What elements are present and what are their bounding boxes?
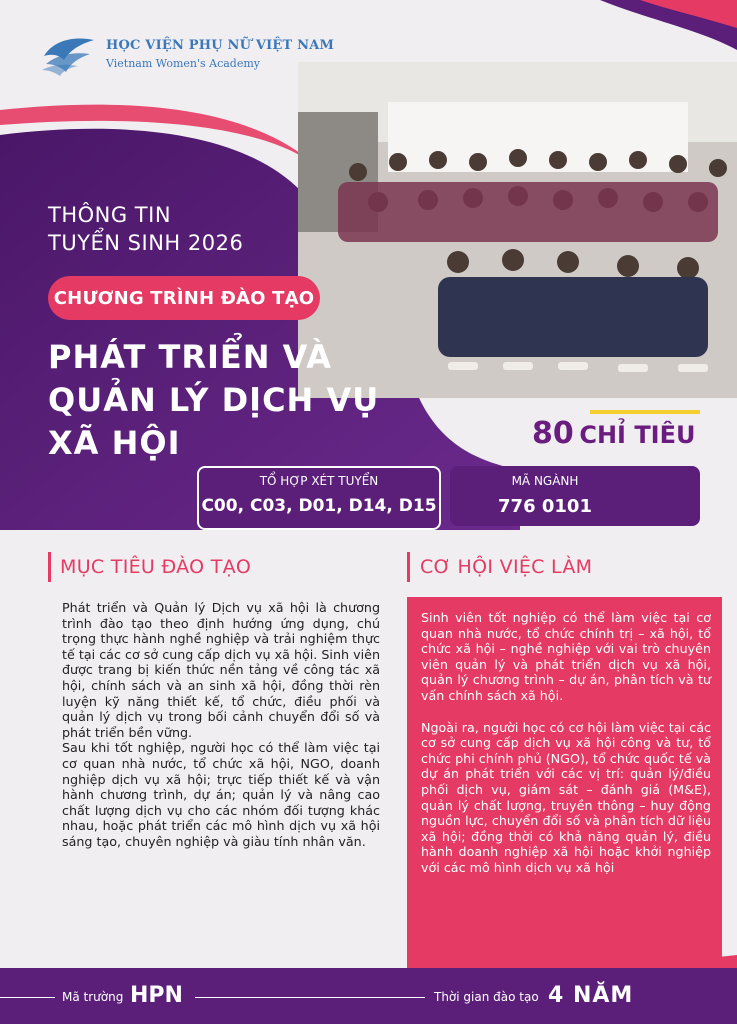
- academy-logo: [40, 34, 98, 76]
- major-code-value: 776 0101: [498, 496, 592, 517]
- objectives-body: [62, 600, 380, 850]
- careers-title: CƠ HỘI VIỆC LÀM: [420, 556, 593, 578]
- objectives-paragraph: Phát triển và Quản lý Dịch vụ xã hội là chương trình đào tạo theo định hướng ứng dụng, chú trọng thực hành nghề nghiệp và trải nghiệm thực tế tại các cơ sở cung cấp dịch vụ xã hội. Sinh viên được trang bị kiến thức nền tảng về công tác xã hội, chính sách và an sinh xã hội, đồng thời rèn luyện kỹ năng thiết kế, tổ chức, điều phối và quản lý dịch vụ trong bối cảnh chuyển đổi số và phát triển bền vững.: [62, 600, 380, 740]
- group-photo: [298, 62, 737, 398]
- program-name-line: QUẢN LÝ DỊCH VỤ: [48, 381, 380, 419]
- admission-combo-title: TỔ HỢP XÉT TUYỂN: [259, 474, 379, 488]
- quota-number: 80: [532, 416, 574, 451]
- major-code-title: MÃ NGÀNH: [511, 474, 579, 488]
- careers-body: [421, 610, 711, 892]
- school-code-label: Mã trường: [62, 990, 124, 1004]
- section-accent-bar: [407, 552, 410, 582]
- quota-badge: [532, 416, 696, 451]
- careers-paragraph: Ngoài ra, người học có cơ hội làm việc tại các cơ sở cung cấp dịch vụ xã hội công và tư, tổ chức phi chính phủ (NGO), tổ chức quốc tế và dự án phát triển với các vị trí: quản lý/điều phối dịch vụ, giám sát – đánh giá (M&E), quản lý chất lượng, truyền thông – huy động nguồn lực, chuyển đổi số và phân tích dữ liệu xã hội; đồng thời có khả năng quản lý, điều hành doanh nghiệp xã hội hoặc khởi nghiệp với các mô hình dịch vụ xã hội: [421, 719, 711, 875]
- quota-label: CHỈ TIÊU: [579, 421, 696, 449]
- objectives-paragraph: Sau khi tốt nghiệp, người học có thể làm việc tại cơ quan nhà nước, tổ chức xã hội, NGO, doanh nghiệp dịch vụ xã hội; trực tiếp thiết kế và vận hành chương trình, dự án; quản lý và nâng cao chất lượng dịch vụ cho các nhóm đối tượng khác nhau, hoặc phát triển các mô hình dịch vụ xã hội sáng tạo, chuyên nghiệp và giàu tính nhân văn.: [62, 740, 380, 849]
- admission-combo-value: C00, C03, D01, D14, D15: [201, 496, 437, 516]
- footer-divider: [0, 997, 55, 998]
- footer-divider: [195, 997, 425, 998]
- quota-accent-line: [590, 410, 700, 414]
- school-code-value: HPN: [130, 983, 183, 1008]
- academy-name: HỌC VIỆN PHỤ NỮ VIỆT NAM: [106, 38, 335, 53]
- program-type-badge: CHƯƠNG TRÌNH ĐÀO TẠO: [48, 276, 320, 320]
- duration-value: 4 NĂM: [548, 983, 634, 1008]
- objectives-title: MỤC TIÊU ĐÀO TẠO: [60, 556, 252, 578]
- section-accent-bar: [48, 552, 51, 582]
- duration-label: Thời gian đào tạo: [434, 990, 539, 1004]
- careers-paragraph: Sinh viên tốt nghiệp có thể làm việc tại cơ quan nhà nước, tổ chức chính trị – xã hội, tổ chức xã hội – nghề nghiệp với vai trò chuyên viên quản lý và phát triển dịch vụ xã hội, quản lý chương trình – dự án, phân tích và tư vấn chính sách xã hội.: [421, 610, 711, 703]
- program-name-line: XÃ HỘI: [48, 424, 181, 462]
- admission-info-title: THÔNG TIN: [48, 203, 172, 227]
- academy-name-english: Vietnam Women's Academy: [106, 57, 260, 70]
- program-name-line: PHÁT TRIỂN VÀ: [48, 338, 332, 376]
- admission-year-title: TUYỂN SINH 2026: [48, 231, 244, 255]
